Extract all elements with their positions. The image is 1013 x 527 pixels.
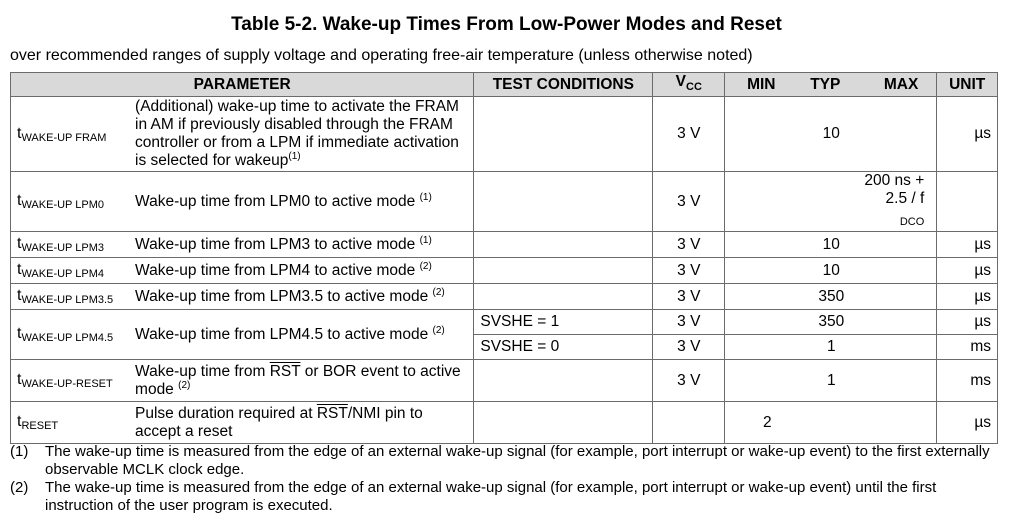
test-condition xyxy=(474,232,653,258)
unit-value xyxy=(937,172,998,232)
header-unit: UNIT xyxy=(937,73,998,97)
header-test-conditions: TEST CONDITIONS xyxy=(474,73,653,97)
footnote-text: The wake-up time is measured from the edge of an external wake-up signal (for example, port interrupt or wake-up event) to the first externally observable MCLK clock edge. xyxy=(45,443,990,478)
table-row xyxy=(11,402,998,444)
table-row xyxy=(11,310,998,335)
test-condition xyxy=(474,258,653,284)
table-title: Table 5-2. Wake-up Times From Low-Power Modes and Reset xyxy=(231,14,782,35)
min-typ-max: 1 xyxy=(725,360,937,402)
unit-value: ms xyxy=(937,360,998,402)
test-condition: SVSHE = 1 xyxy=(474,310,653,335)
param-description: Wake-up time from LPM3.5 to active mode $^{(2)}$ xyxy=(129,284,474,310)
min-typ-max: 200 ns + 2.5 / f $_{DCO}$ xyxy=(725,172,937,232)
unit-value: ms xyxy=(937,335,998,360)
table-row xyxy=(11,284,998,310)
vcc-value xyxy=(653,402,725,444)
min-typ-max: 350 xyxy=(725,310,937,335)
table-row xyxy=(11,360,998,402)
param-symbol: tWAKE-UP-RESET xyxy=(11,360,130,402)
test-condition xyxy=(474,172,653,232)
param-description: Wake-up time from $\overline{RST}$ or BOR event to active mode $^{(2)}$ xyxy=(129,360,474,402)
vcc-value: 3 V xyxy=(653,310,725,335)
test-condition: SVSHE = 0 xyxy=(474,335,653,360)
param-description: (Additional) wake-up time to activate the FRAM in AM if previously disabled through the FRAM controller or from a LPM if immediate activation is selected for wakeup$^{(1)}$ xyxy=(129,97,474,172)
test-condition xyxy=(474,402,653,444)
param-symbol: tRESET xyxy=(11,402,130,444)
footnote-text: The wake-up time is measured from the edge of an external wake-up signal (for example, port interrupt or wake-up event) until the first instruction of the user program is executed. xyxy=(45,479,937,514)
vcc-value: 3 V xyxy=(653,232,725,258)
table-row xyxy=(11,258,998,284)
header-typ: TYP xyxy=(810,75,841,93)
param-description: Wake-up time from LPM4 to active mode $^{(2)}$ xyxy=(129,258,474,284)
table-subtitle: over recommended ranges of supply voltage and operating free-air temperature (unless otherwise noted) xyxy=(10,47,753,64)
min-typ-max: 350 xyxy=(725,284,937,310)
vcc-value: 3 V xyxy=(653,172,725,232)
min-typ-max: 1 xyxy=(725,335,937,360)
param-symbol: tWAKE-UP LPM0 xyxy=(11,172,130,232)
table-row xyxy=(11,97,998,172)
header-row xyxy=(11,73,998,97)
test-condition xyxy=(474,284,653,310)
header-min: MIN xyxy=(747,75,776,93)
wake-up-times-table xyxy=(10,72,998,444)
min-typ-max: 10 xyxy=(725,97,937,172)
footnote-marker: (1) xyxy=(10,443,29,460)
header-min-typ-max xyxy=(725,73,937,97)
min-typ-max: 10 xyxy=(725,232,937,258)
vcc-value: 3 V xyxy=(653,258,725,284)
param-description: Wake-up time from LPM3 to active mode $^{(1)}$ xyxy=(129,232,474,258)
vcc-value: 3 V xyxy=(653,284,725,310)
param-symbol: tWAKE-UP LPM3.5 xyxy=(11,284,130,310)
param-symbol: tWAKE-UP FRAM xyxy=(11,97,130,172)
param-description: Wake-up time from LPM4.5 to active mode $^{(2)}$ xyxy=(129,310,474,360)
footnote xyxy=(10,479,1000,515)
unit-value: µs xyxy=(937,284,998,310)
table-row xyxy=(11,172,998,232)
param-symbol: tWAKE-UP LPM4 xyxy=(11,258,130,284)
param-symbol: tWAKE-UP LPM3 xyxy=(11,232,130,258)
min-typ-max: 10 xyxy=(725,258,937,284)
min-typ-max: 2 xyxy=(725,402,937,444)
header-parameter: PARAMETER xyxy=(11,73,474,97)
header-vcc: $V_{CC}$ xyxy=(653,73,725,97)
param-description: Pulse duration required at $\overline{RST}$/NMI pin to accept a reset xyxy=(129,402,474,444)
param-symbol: tWAKE-UP LPM4.5 xyxy=(11,310,130,360)
vcc-value: 3 V xyxy=(653,360,725,402)
unit-value: µs xyxy=(937,232,998,258)
test-condition xyxy=(474,360,653,402)
unit-value: µs xyxy=(937,310,998,335)
unit-value: µs xyxy=(937,402,998,444)
param-description: Wake-up time from LPM0 to active mode $^{(1)}$ xyxy=(129,172,474,232)
footnote-marker: (2) xyxy=(10,479,29,496)
table-row xyxy=(11,232,998,258)
header-max: MAX xyxy=(883,75,919,93)
footnote xyxy=(10,443,1000,479)
unit-value: µs xyxy=(937,258,998,284)
unit-value: µs xyxy=(937,97,998,172)
vcc-value: 3 V xyxy=(653,97,725,172)
test-condition xyxy=(474,97,653,172)
footnotes xyxy=(10,443,1000,515)
vcc-value: 3 V xyxy=(653,335,725,360)
